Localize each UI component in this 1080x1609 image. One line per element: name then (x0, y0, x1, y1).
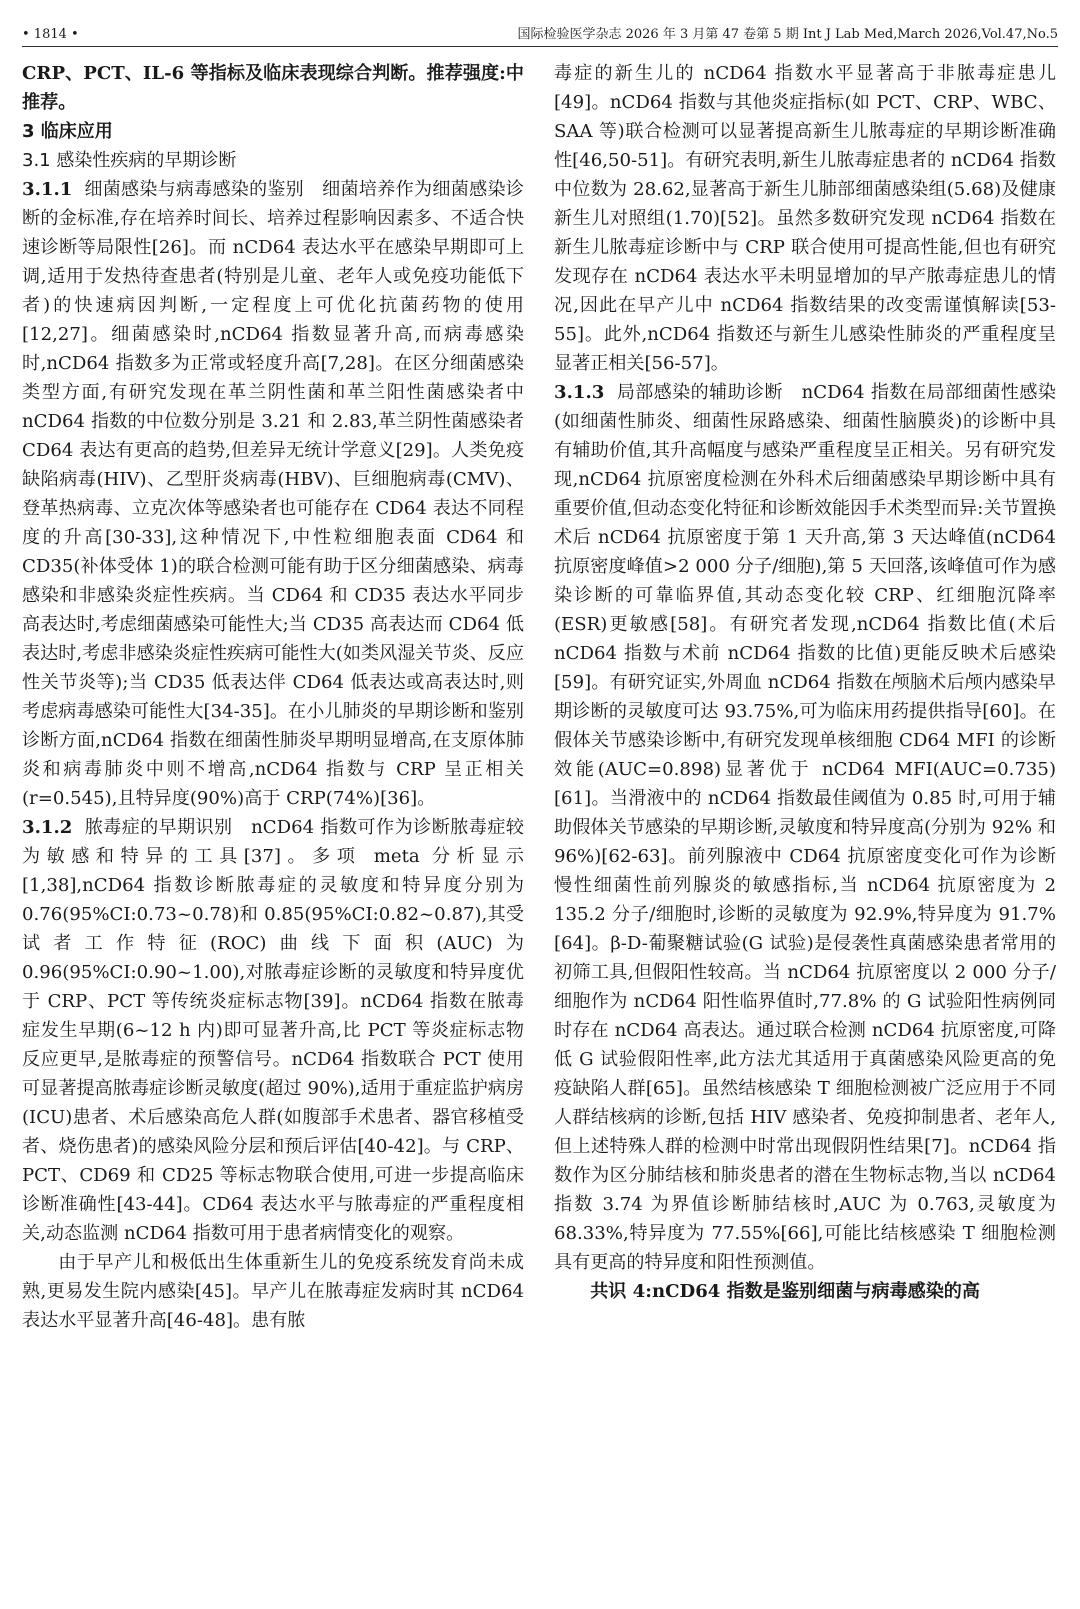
running-header (22, 18, 1058, 47)
body-paragraph: 细菌培养作为细菌感染诊断的金标准,存在培养时间长、培养过程影响因素多、不适合快速诊断等局限性[26]。而 nCD64 表达水平在感染早期即可上调,适用于发热待查患者(特别是儿童、老年人或免疫功能低下者)的快速病因判断,一定程度上可优化抗菌药物的使用[12,27]。细菌感染时,nCD64 指数显著升高,而病毒感染时,nCD64 指数多为正常或轻度升高[7,28]。在区分细菌感染类型方面,有研究发现在革兰阴性菌和革兰阳性菌感染者中 nCD64 指数的中位数分别是 3.21 和 2.83,革兰阴性菌感染者 CD64 表达有更高的趋势,但差异无统计学意义[29]。人类免疫缺陷病毒(HIV)、乙型肝炎病毒(HBV)、巨细胞病毒(CMV)、登革热病毒、立克次体等感染者也可能存在 CD64 表达不同程度的升高[30-33],这种情况下,中性粒细胞表面 CD64 和 CD35(补体受体 1)的联合检测可能有助于区分细菌感染、病毒感染和非感染炎症性疾病。当 CD64 和 CD35 表达水平同步高表达时,考虑细菌感染可能性大;当 CD35 高表达而 CD64 低表达时,考虑非感染炎症性疾病可能性大(如类风湿关节炎、反应性关节炎等);当 CD35 低表达伴 CD64 低表达或高表达时,则考虑病毒感染可能性大[34-35]。在小儿肺炎的早期诊断和鉴别诊断方面,nCD64 指数在细菌性肺炎早期明显增高,在支原体肺炎和病毒肺炎中则不增高,nCD64 指数与 CRP 呈正相关(r=0.545),且特异度(90%)高于 CRP(74%)[36]。 (22, 179, 524, 809)
subsubsection-number: 3.1.2 (22, 817, 73, 838)
left-column (22, 59, 524, 1335)
body-paragraph: nCD64 指数可作为诊断脓毒症较为敏感和特异的工具[37]。多项 meta 分析显示[1,38],nCD64 指数诊断脓毒症的灵敏度和特异度分别为 0.76(95%CI:0.73~0.78)和 0.85(95%CI:0.82~0.87),其受试者工作特征(ROC)曲线下面积(AUC)为 0.96(95%CI:0.90~1.00),对脓毒症诊断的灵敏度和特异度优于 CRP、PCT 等传统炎症标志物[39]。nCD64 指数在脓毒症发生早期(6~12 h 内)即可显著升高,比 PCT 等炎症标志物反应更早,是脓毒症的预警信号。nCD64 指数联合 PCT 使用可显著提高脓毒症诊断灵敏度(超过 90%),适用于重症监护病房(ICU)患者、术后感染高危人群(如腹部手术患者、器官移植受者、烧伤患者)的感染风险分层和预后评估[40-42]。与 CRP、PCT、CD69 和 CD25 等标志物联合使用,可进一步提高临床诊断准确性[43-44]。CD64 表达水平与脓毒症的严重程度相关,动态监测 nCD64 指数可用于患者病情变化的观察。 (22, 817, 525, 1244)
right-column (554, 59, 1056, 1335)
subsubsection-title: 细菌感染与病毒感染的鉴别 (84, 179, 304, 200)
body-paragraph: 由于早产儿和极低出生体重新生儿的免疫系统发育尚未成熟,更易发生院内感染[45]。早产儿在脓毒症发病时其 nCD64 表达水平显著升高[46-48]。患有脓 (22, 1252, 524, 1331)
body-paragraph: 毒症的新生儿的 nCD64 指数水平显著高于非脓毒症患儿[49]。nCD64 指数与其他炎症指标(如 PCT、CRP、WBC、SAA 等)联合检测可以显著提高新生儿脓毒症的早期诊断准确性[46,50-51]。有研究表明,新生儿脓毒症患者的 nCD64 指数中位数为 28.62,显著高于新生儿肺部细菌感染组(5.68)及健康新生儿对照组(1.70)[52]。虽然多数研究发现 nCD64 指数在新生儿脓毒症诊断中与 CRP 联合使用可提高性能,但也有研究发现存在 nCD64 表达水平未明显增加的早产脓毒症患儿的情况,因此在早产儿中 nCD64 指数结果的改变需谨慎解读[53-55]。此外,nCD64 指数还与新生儿感染性肺炎的严重程度呈显著正相关[56-57]。 (554, 63, 1056, 374)
body-paragraph: nCD64 指数在局部细菌性感染(如细菌性肺炎、细菌性尿路感染、细菌性脑膜炎)的诊断中具有辅助价值,其升高幅度与感染严重程度呈正相关。另有研究发现,nCD64 抗原密度检测在外科术后细菌感染早期诊断中具有重要价值,但动态变化特征和诊断效能因手术类型而异:关节置换术后 nCD64 抗原密度于第 1 天升高,第 3 天达峰值(nCD64 抗原密度峰值>2 000 分子/细胞),第 5 天回落,该峰值可作为感染诊断的可靠临界值,其动态变化较 CRP、红细胞沉降率(ESR)更敏感[58]。有研究者发现,nCD64 指数比值(术后 nCD64 指数与术前 nCD64 指数的比值)更能反映术后感染[59]。有研究证实,外周血 nCD64 指数在颅脑术后颅内感染早期诊断的灵敏度可达 93.75%,可为临床用药提供指导[60]。在假体关节感染诊断中,有研究发现单核细胞 CD64 MFI 的诊断效能(AUC=0.898)显著优于 nCD64 MFI(AUC=0.735)[61]。当滑液中的 nCD64 指数最佳阈值为 0.85 时,可用于辅助假体关节感染的早期诊断,灵敏度和特异度高(分别为 92% 和 96%)[62-63]。前列腺液中 CD64 抗原密度变化可作为诊断慢性细菌性前列腺炎的敏感指标,当 nCD64 抗原密度为 2 135.2 分子/细胞时,诊断的灵敏度为 92.9%,特异度为 91.7%[64]。β-D-葡聚糖试验(G 试验)是侵袭性真菌感染患者常用的初筛工具,但假阳性较高。当 nCD64 抗原密度以 2 000 分子/细胞作为 nCD64 阳性临界值时,77.8% 的 G 试验阳性病例同时存在 nCD64 高表达。通过联合检测 nCD64 抗原密度,可降低 G 试验假阳性率,此方法尤其适用于真菌感染风险更高的免疫缺陷人群[65]。虽然结核感染 T 细胞检测被广泛应用于不同人群结核病的诊断,包括 HIV 感染者、免疫抑制患者、老年人,但上述特殊人群的检测中时常出现假阴性结果[7]。nCD64 指数作为区分肺结核和肺炎患者的潜在生物标志物,当以 nCD64 指数 3.74 为界值诊断肺结核时,AUC 为 0.763,灵敏度为 68.33%,特异度为 77.55%[66],可能比结核感染 T 细胞检测具有更高的特异度和阳性预测值。 (554, 382, 1056, 1273)
subsubsection-title: 局部感染的辅助诊断 (616, 382, 783, 403)
subsubsection-number: 3.1.3 (554, 382, 605, 403)
page-number: • 1814 • (22, 27, 79, 42)
subsubsection-number: 3.1.1 (22, 179, 73, 200)
section-heading: 3 临床应用 (22, 121, 113, 142)
intro-paragraph: CRP、PCT、IL-6 等指标及临床表现综合判断。推荐强度:中推荐。 (22, 63, 524, 113)
subsubsection-3-1-2 (22, 813, 524, 1248)
journal-citation: 国际检验医学杂志 2026 年 3 月第 47 卷第 5 期 Int J Lab Med,March 2026,Vol.47,No.5 (517, 27, 1058, 42)
subsubsection-3-1-1 (22, 175, 524, 813)
subsubsection-3-1-3 (554, 378, 1056, 1277)
subsection-heading: 3.1 感染性疾病的早期诊断 (22, 150, 237, 171)
subsubsection-title: 脓毒症的早期识别 (84, 817, 233, 838)
consensus-statement: 共识 4:nCD64 指数是鉴别细菌与病毒感染的高 (590, 1281, 980, 1302)
body-columns (22, 59, 1058, 1335)
